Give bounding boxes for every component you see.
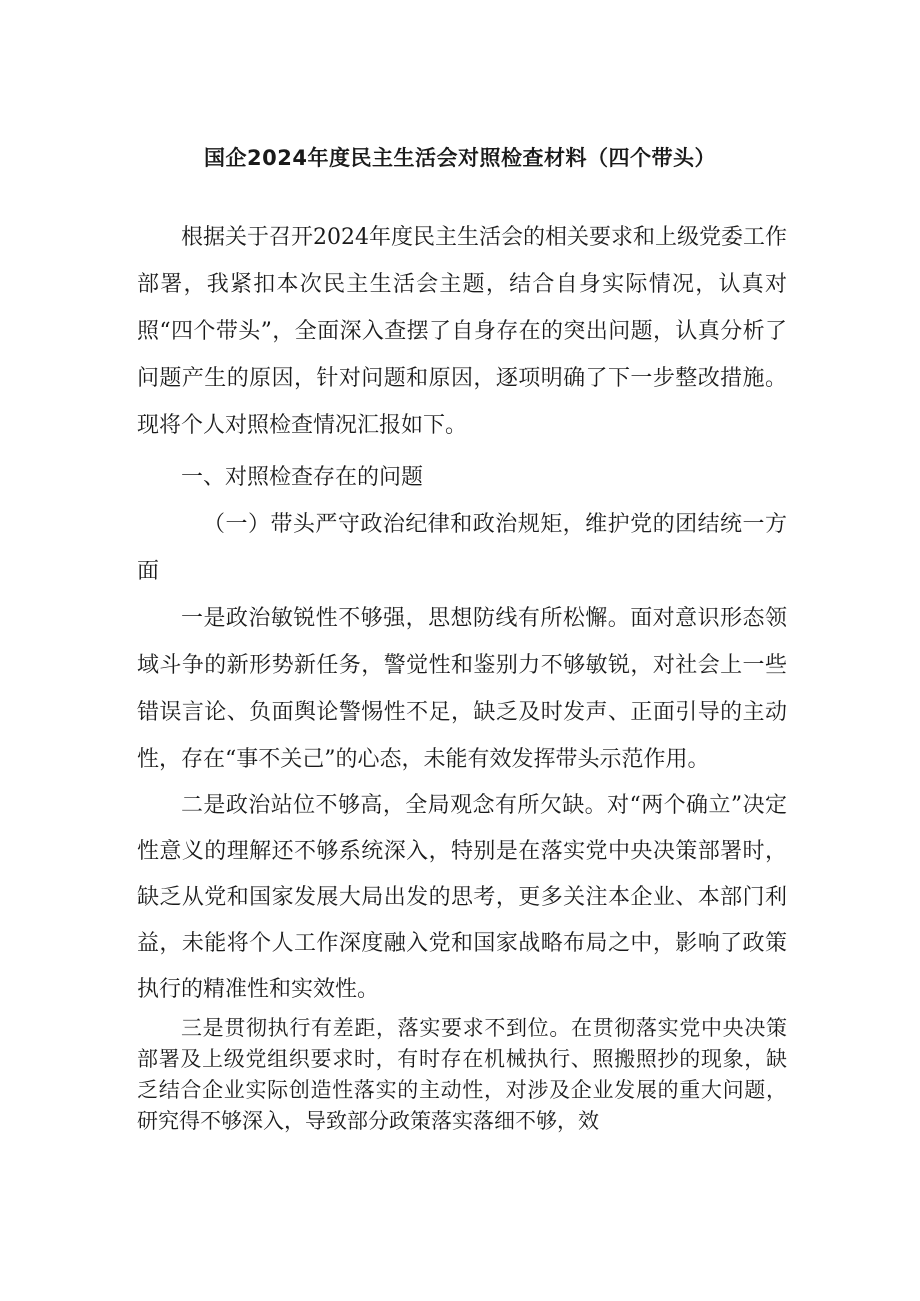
point-three-paragraph: 三是贯彻执行有差距，落实要求不到位。在贯彻落实党中央决策部署及上级党组织要求时，有时存在机械执行、照搬照抄的现象，缺乏结合企业实际创造性落实的主动性，对涉及企业发展的重大问题，研究得不够深入，导致部分政策落实落细不够，效 <box>137 1016 787 1133</box>
subsection-heading: （一）带头严守政治纪律和政治规矩，维护党的团结统一方面 <box>137 512 787 584</box>
intro-paragraph: 根据关于召开2024年度民主生活会的相关要求和上级党委工作部署，我紧扣本次民主生活会主题，结合自身实际情况，认真对照“四个带头”，全面深入查摆了自身存在的突出问题，认真分析了问题产生的原因，针对问题和原因，逐项明确了下一步整改措施。现将个人对照检查情况汇报如下。 <box>137 225 787 438</box>
point-one-paragraph: 一是政治敏锐性不够强，思想防线有所松懈。面对意识形态领域斗争的新形势新任务，警觉性和鉴别力不够敏锐，对社会上一些错误言论、负面舆论警惕性不足，缺乏及时发声、正面引导的主动性，存在“事不关己”的心态，未能有效发挥带头示范作用。 <box>137 606 787 772</box>
section-heading: 一、对照检查存在的问题 <box>181 465 424 490</box>
document-title: 国企2024年度民主生活会对照检查材料（四个带头） <box>204 146 716 170</box>
point-two-paragraph: 二是政治站位不够高，全局观念有所欠缺。对“两个确立”决定性意义的理解还不够系统深入，特别是在落实党中央决策部署时，缺乏从党和国家发展大局出发的思考，更多关注本企业、本部门利益，未能将个人工作深度融入党和国家战略布局之中，影响了政策执行的精准性和实效性。 <box>137 793 787 1002</box>
